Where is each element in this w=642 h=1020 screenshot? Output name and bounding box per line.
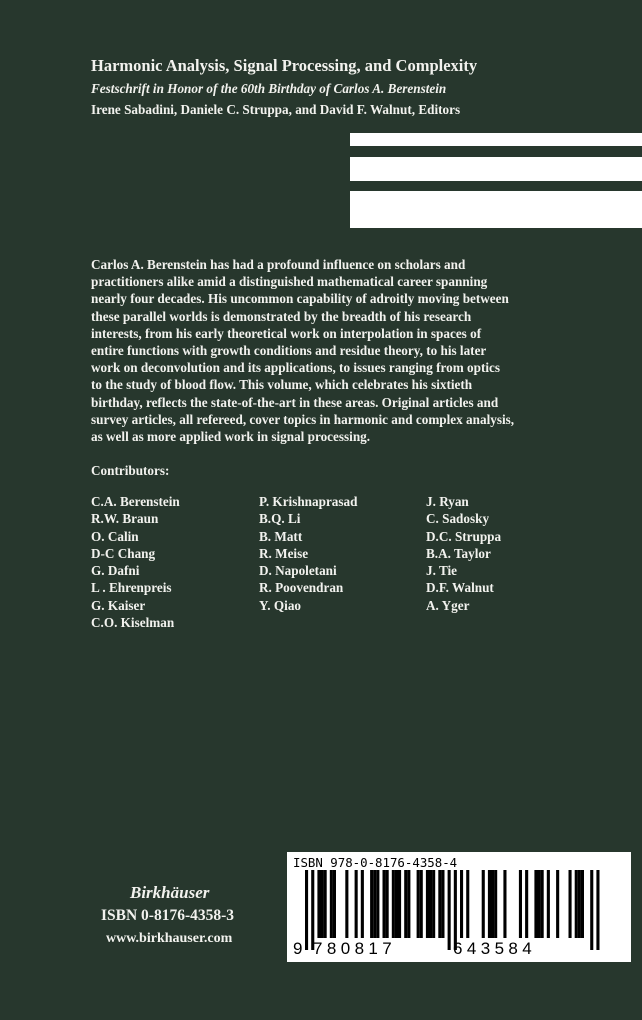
barcode-bar <box>519 870 522 938</box>
book-title: Harmonic Analysis, Signal Processing, and Complexity <box>91 56 478 75</box>
description-line: Carlos A. Berenstein has had a profound influence on scholars and <box>91 257 466 272</box>
publisher-website: www.birkhauser.com <box>106 931 233 946</box>
contributor-name: B. Matt <box>259 528 303 544</box>
description-line: these parallel worlds is demonstrated by the breadth of his research <box>91 308 472 324</box>
barcode-bar <box>547 870 550 938</box>
barcode-bar <box>466 870 469 938</box>
barcode-digits-left: 780817 <box>313 939 397 958</box>
contributor-name: C. Sadosky <box>426 511 490 527</box>
barcode-bar <box>482 870 485 938</box>
barcode-bar <box>538 870 541 938</box>
barcode-bar <box>398 870 401 938</box>
barcode-bar <box>317 870 320 938</box>
barcode-bar <box>333 870 336 938</box>
book-description <box>91 256 596 445</box>
contributor-name: B.Q. Li <box>259 511 301 527</box>
barcode-bar <box>534 870 537 938</box>
barcode-bar <box>441 870 444 938</box>
contributor-name: A. Yger <box>426 597 470 613</box>
barcode-bar <box>386 870 389 938</box>
contributor-name: R. Meise <box>259 545 309 561</box>
contributor-name: C.A. Berenstein <box>91 494 180 509</box>
barcode-bar <box>404 870 407 938</box>
barcode-bar <box>324 870 327 938</box>
barcode-bar <box>420 870 423 938</box>
description-line: interests, from his early theoretical work on interpolation in spaces of <box>91 325 482 341</box>
barcode <box>287 852 631 962</box>
barcode-bar <box>345 870 348 938</box>
barcode-bar <box>569 870 572 938</box>
contributor-name: O. Calin <box>91 528 139 544</box>
barcode-bar <box>426 870 429 938</box>
barcode-bar <box>395 870 398 938</box>
description-line: as well as more applied work in signal processing. <box>91 429 371 445</box>
barcode-bar <box>503 870 506 938</box>
barcode-bar <box>311 870 314 950</box>
barcode-bar <box>392 870 395 938</box>
description-line: birthday, reflects the state-of-the-art in these areas. Original articles and <box>91 394 499 410</box>
contributor-name: P. Krishnaprasad <box>259 494 358 509</box>
barcode-digit-first: 9 <box>293 939 303 958</box>
decorative-bar-thick <box>350 191 642 228</box>
contributors-column-2 <box>259 493 357 614</box>
isbn-10: ISBN 0-8176-4358-3 <box>101 907 235 924</box>
contributor-name: R.W. Braun <box>91 511 159 527</box>
description-line: to the study of blood flow. This volume, which celebrates his sixtieth <box>91 377 473 393</box>
contributor-name: G. Dafni <box>91 563 140 579</box>
barcode-bar <box>432 870 435 938</box>
barcode-bar <box>417 870 420 938</box>
barcode-bar <box>448 870 451 950</box>
barcode-bar <box>590 870 593 950</box>
contributor-name: D. Napoletani <box>259 563 337 579</box>
contributors-heading: Contributors: <box>91 463 170 478</box>
contributors-column-3 <box>426 493 501 614</box>
contributor-name: L . Ehrenpreis <box>91 580 172 596</box>
publisher-name: Birkhäuser <box>130 883 210 902</box>
decorative-bar-medium <box>350 157 642 181</box>
barcode-bar <box>581 870 584 938</box>
contributor-name: R. Poovendran <box>259 580 344 596</box>
barcode-bar <box>355 870 358 938</box>
description-line: entire functions with growth conditions and residue theory, to his later <box>91 343 487 359</box>
book-editors: Irene Sabadini, Daniele C. Struppa, and David F. Walnut, Editors <box>91 102 461 117</box>
description-line: practitioners alike amid a distinguished mathematical career spanning <box>91 274 488 290</box>
contributor-name: B.A. Taylor <box>426 545 491 561</box>
decorative-bar-thin <box>350 133 642 146</box>
description-line: survey articles, all refereed, cover topics in harmonic and complex analysis, <box>91 411 515 427</box>
barcode-bar <box>578 870 581 938</box>
barcode-bar <box>370 870 373 938</box>
barcode-bar <box>460 870 463 938</box>
barcode-bar <box>429 870 432 938</box>
barcode-bar <box>454 870 457 950</box>
barcode-bar <box>376 870 379 938</box>
barcode-bar <box>575 870 578 938</box>
contributor-name: J. Ryan <box>426 494 469 509</box>
contributor-name: Y. Qiao <box>259 597 302 613</box>
barcode-bar <box>407 870 410 938</box>
barcode-bar <box>305 870 308 950</box>
contributor-name: D-C Chang <box>91 545 156 561</box>
barcode-digits-right: 643584 <box>453 939 537 958</box>
barcode-bar <box>488 870 491 938</box>
contributor-name: D.C. Struppa <box>426 528 502 544</box>
barcode-bar <box>383 870 386 938</box>
barcode-bar <box>556 870 559 938</box>
barcode-bar <box>491 870 494 938</box>
barcode-bar <box>525 870 528 938</box>
barcode-bar <box>494 870 497 938</box>
barcode-bar <box>438 870 441 938</box>
barcode-bar <box>330 870 333 938</box>
description-line: work on deconvolution and its applications, to issues ranging from optics <box>91 360 500 376</box>
isbn-13: ISBN 978-0-8176-4358-4 <box>293 855 458 870</box>
barcode-bar <box>361 870 364 938</box>
contributor-name: J. Tie <box>426 563 458 579</box>
contributor-name: C.O. Kiselman <box>91 615 175 631</box>
barcode-bar <box>373 870 376 938</box>
barcode-bar <box>596 870 599 950</box>
contributor-name: D.F. Walnut <box>426 580 494 596</box>
contributors-column-1 <box>91 493 180 631</box>
barcode-bar <box>321 870 324 938</box>
contributor-name: G. Kaiser <box>91 597 146 613</box>
book-subtitle: Festschrift in Honor of the 60th Birthday of Carlos A. Berenstein <box>91 81 447 96</box>
description-line: nearly four decades. His uncommon capability of adroitly moving between <box>91 291 509 307</box>
barcode-bar <box>541 870 544 938</box>
